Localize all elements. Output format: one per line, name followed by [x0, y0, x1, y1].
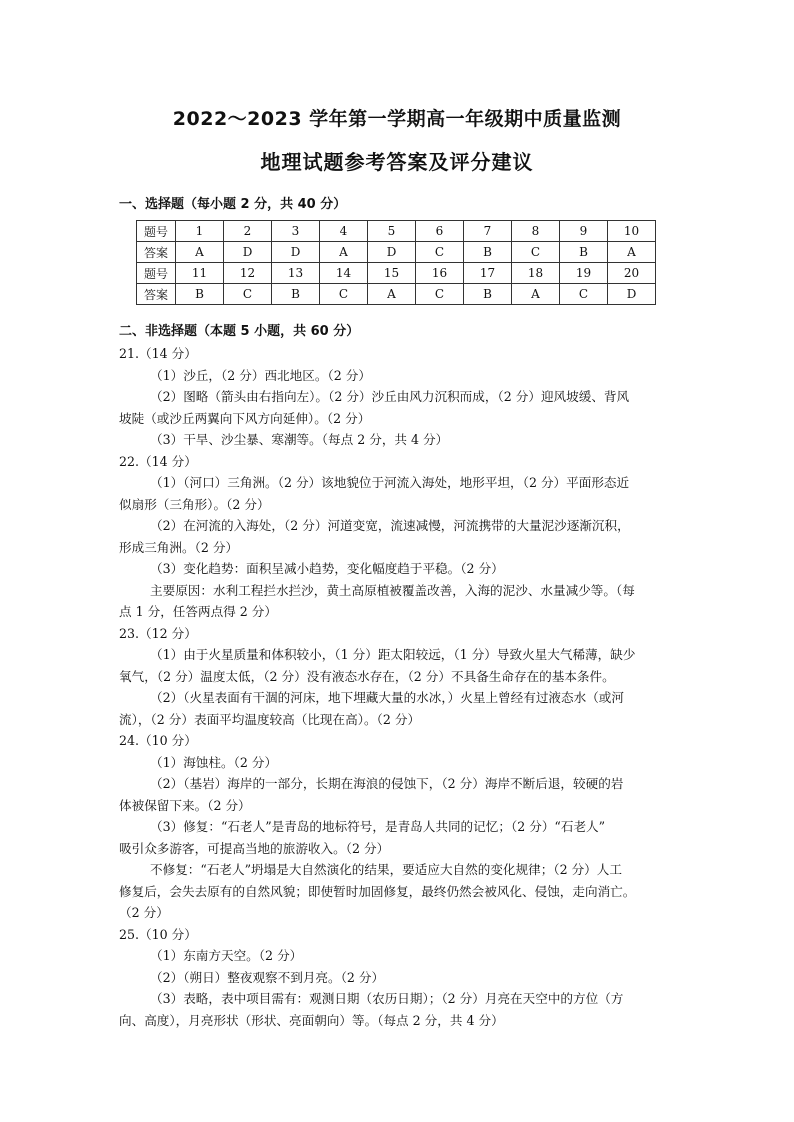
table-cell: D	[608, 284, 656, 305]
table-cell: D	[272, 242, 320, 263]
table-cell: B	[464, 242, 512, 263]
table-cell: D	[224, 242, 272, 263]
answer-line: （2）图略（箭头由右指向左）。（2 分）沙丘由风力沉积而成，（2 分）迎风坡缓、背风	[150, 389, 630, 404]
table-row-header: 题号	[137, 263, 176, 284]
table-cell: 11	[176, 263, 224, 284]
table-cell: 9	[560, 221, 608, 242]
document-title: 2022～2023 学年第一学期高一年级期中质量监测	[172, 108, 622, 130]
table-row-header: 答案	[137, 242, 176, 263]
answer-line: （1）沙丘，（2 分）西北地区。（2 分）	[150, 367, 371, 383]
answer-line: 形成三角洲。（2 分）	[119, 539, 239, 555]
table-cell: C	[416, 284, 464, 305]
table-cell: C	[512, 242, 560, 263]
table-cell: A	[368, 284, 416, 305]
table-cell: 12	[224, 263, 272, 284]
table-row-header: 题号	[137, 221, 176, 242]
answer-line: 修复后，会失去原有的自然风貌；即使暂时加固修复，最终仍然会被风化、侵蚀，走向消亡。	[119, 883, 636, 899]
table-cell: A	[176, 242, 224, 263]
table-cell: 2	[224, 221, 272, 242]
answer-line: （1）东南方天空。（2 分）	[150, 948, 303, 963]
answer-line: 坡陡（或沙丘两翼向下风方向延伸）。（2 分）	[119, 410, 371, 426]
answer-line: （1）海蚀柱。（2 分）	[150, 754, 278, 770]
answer-body	[119, 343, 674, 1031]
table-cell: 6	[416, 221, 464, 242]
answer-table	[136, 220, 656, 305]
answer-line: （2）（火星表面有干涸的河床，地下埋藏大量的水冰，）火星上曾经有过液态水（或河	[150, 690, 624, 705]
answer-line: 向、高度），月亮形状（形状、亮面朝向）等。（每点 2 分，共 4 分）	[119, 1012, 504, 1028]
answer-line: 24.（10 分）	[119, 733, 197, 748]
table-cell: C	[560, 284, 608, 305]
table-cell: A	[608, 242, 656, 263]
answer-line: （3）干旱、沙尘暴、寒潮等。（每点 2 分，共 4 分）	[150, 432, 449, 447]
table-cell: 18	[512, 263, 560, 284]
table-cell: 5	[368, 221, 416, 242]
table-cell: 10	[608, 221, 656, 242]
answer-line: （2 分）	[119, 905, 169, 920]
table-cell: D	[368, 242, 416, 263]
answer-line: 似扇形（三角形）。（2 分）	[119, 496, 270, 512]
answer-line: （3）修复：“石老人”是青岛的地标符号，是青岛人共同的记忆；（2 分）“石老人”	[150, 819, 606, 834]
answer-line: 不修复：“石老人”坍塌是大自然演化的结果，要适应大自然的变化规律；（2 分）人工	[150, 862, 622, 877]
answer-line: （3）表略，表中项目需有：观测日期（农历日期）；（2 分）月亮在天空中的方位（方	[150, 991, 624, 1006]
table-cell: C	[224, 284, 272, 305]
table-cell: C	[320, 284, 368, 305]
answer-line: （3）变化趋势：面积呈减小趋势，变化幅度趋于平稳。（2 分）	[150, 561, 504, 576]
table-cell: B	[272, 284, 320, 305]
table-cell: B	[560, 242, 608, 263]
answer-line: 22.（14 分）	[119, 453, 197, 469]
table-row	[137, 263, 656, 284]
table-cell: 4	[320, 221, 368, 242]
document-subtitle: 地理试题参考答案及评分建议	[260, 150, 534, 174]
table-cell: 13	[272, 263, 320, 284]
table-cell: 15	[368, 263, 416, 284]
answer-line: 吸引众多游客，可提高当地的旅游收入。（2 分）	[119, 840, 390, 856]
table-cell: B	[176, 284, 224, 305]
table-row	[137, 284, 656, 305]
table-cell: 16	[416, 263, 464, 284]
table-row	[137, 242, 656, 263]
answer-line: 体被保留下来。（2 分）	[119, 797, 251, 813]
table-cell: 20	[608, 263, 656, 284]
table-cell: C	[416, 242, 464, 263]
answer-line: 25.（10 分）	[119, 926, 197, 942]
table-cell: 3	[272, 221, 320, 242]
answer-line: 流），（2 分）表面平均温度较高（比现在高）。（2 分）	[119, 711, 421, 727]
table-cell: 1	[176, 221, 224, 242]
answer-line: 23.（12 分）	[119, 625, 197, 641]
answer-line: 主要原因：水利工程拦水拦沙，黄土高原植被覆盖改善，入海的泥沙、水量减少等。（每	[150, 582, 635, 598]
answer-line: （2）（朔日）整夜观察不到月亮。（2 分）	[150, 969, 385, 985]
answer-line: （1）由于火星质量和体积较小，（1 分）距太阳较远，（1 分）导致火星大气稀薄，缺少	[150, 647, 636, 662]
section1-heading: 一、选择题（每小题 2 分，共 40 分）	[119, 197, 347, 212]
table-cell: A	[512, 284, 560, 305]
table-row	[137, 221, 656, 242]
table-row-header: 答案	[137, 284, 176, 305]
table-cell: 14	[320, 263, 368, 284]
table-cell: 17	[464, 263, 512, 284]
answer-line: 21.（14 分）	[119, 346, 197, 361]
answer-line: （2）（基岩）海岸的一部分，长期在海浪的侵蚀下，（2 分）海岸不断后退，较硬的岩	[150, 776, 624, 791]
section2-heading: 二、非选择题（本题 5 小题，共 60 分）	[119, 324, 360, 339]
answer-line: （1）（河口）三角洲。（2 分）该地貌位于河流入海处，地形平坦，（2 分）平面形态近	[150, 475, 630, 490]
table-cell: A	[320, 242, 368, 263]
answer-line: 氧气，（2 分）温度太低，（2 分）没有液态水存在，（2 分）不具备生命存在的基本条件。	[119, 668, 615, 684]
table-cell: 19	[560, 263, 608, 284]
table-cell: 8	[512, 221, 560, 242]
table-cell: B	[464, 284, 512, 305]
table-cell: 7	[464, 221, 512, 242]
answer-line: （2）在河流的入海处，（2 分）河道变宽，流速减慢，河流携带的大量泥沙逐渐沉积，	[150, 518, 630, 533]
answer-line: 点 1 分，任答两点得 2 分）	[119, 604, 277, 619]
